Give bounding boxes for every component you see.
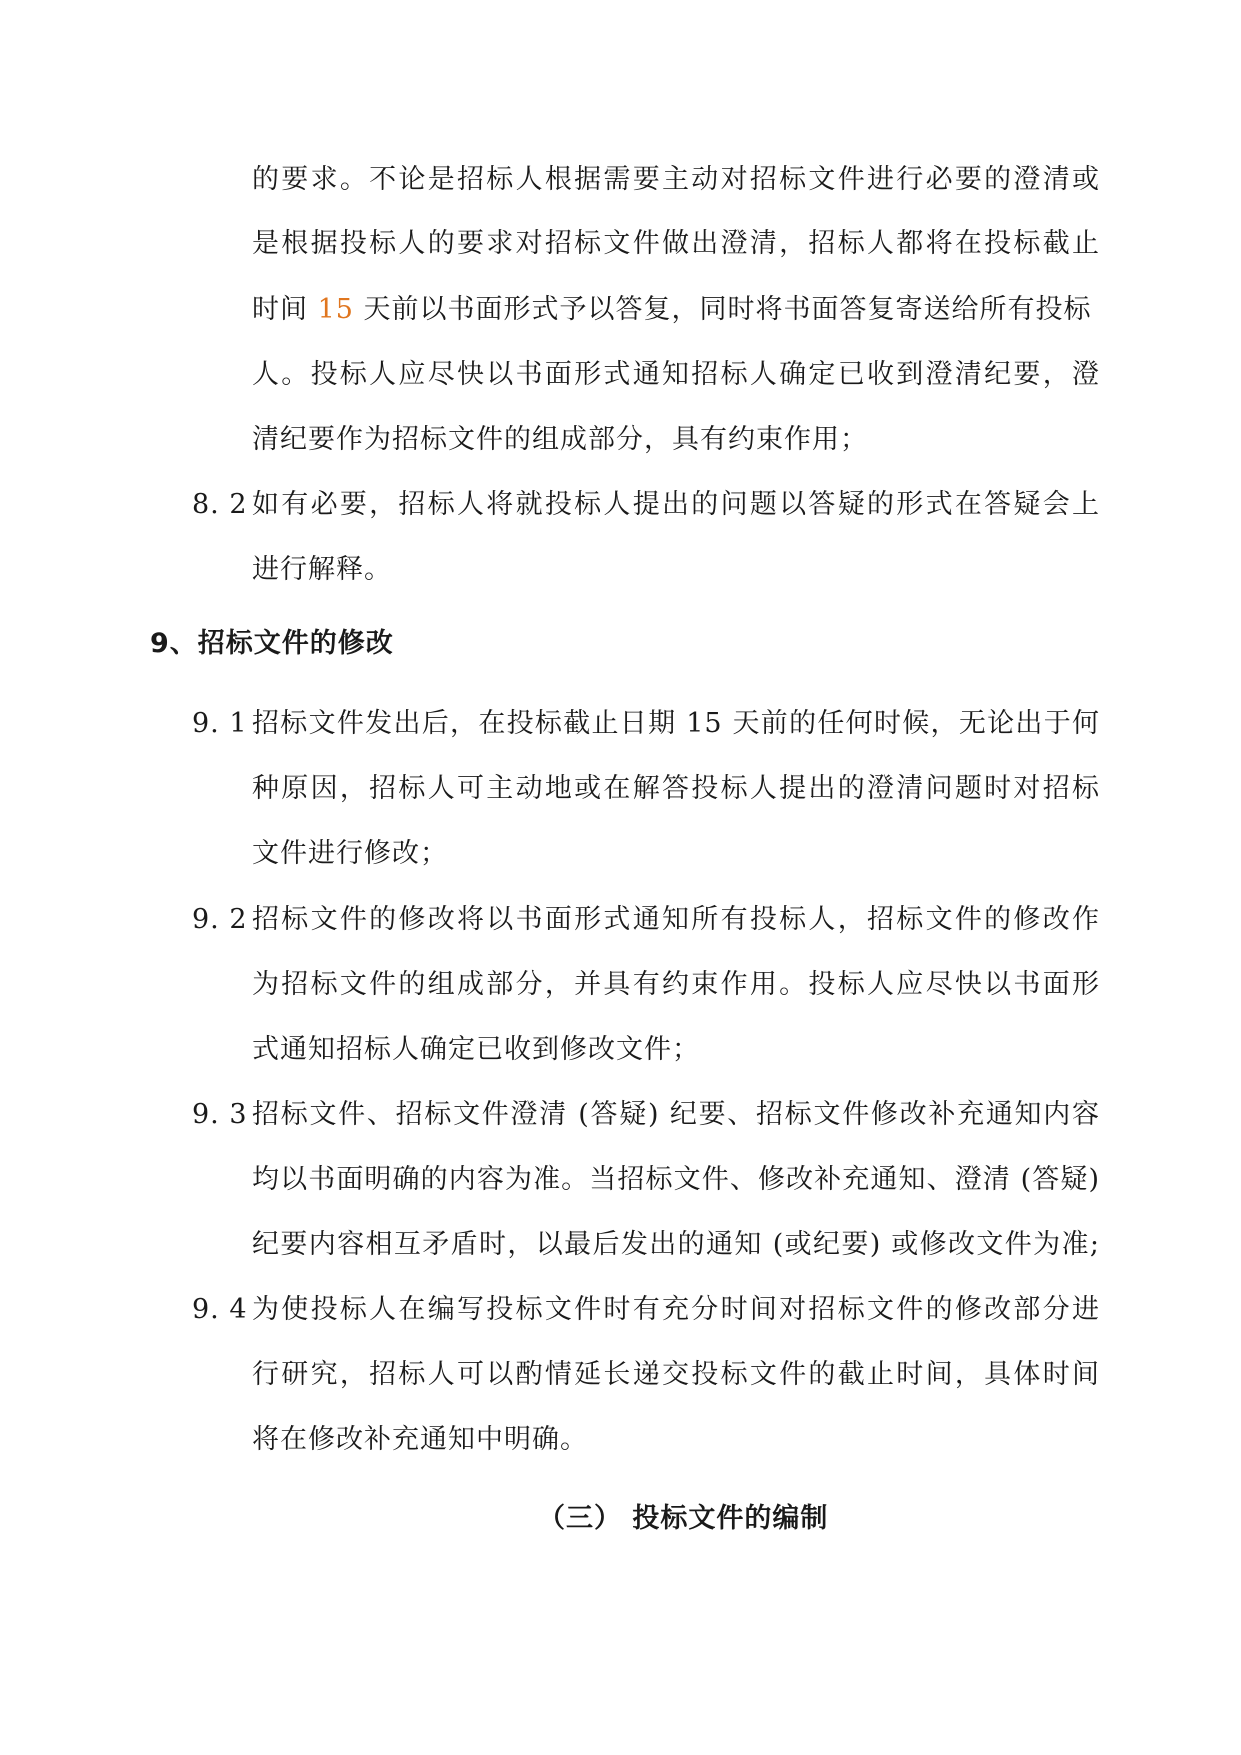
section-3-heading: （三） 投标文件的编制	[538, 1503, 829, 1534]
item-9-4-line-2: 行研究，招标人可以酌情延长递交投标文件的截止时间，具体时间	[252, 1359, 1100, 1390]
item-number-9-2: 9. 2	[192, 904, 248, 935]
item-9-1-line-3: 文件进行修改；	[252, 838, 448, 869]
item-9-1-line-2: 种原因，招标人可主动地或在解答投标人提出的澄清问题时对招标	[252, 773, 1100, 804]
paragraph-8-1-line-1: 的要求。不论是招标人根据需要主动对招标文件进行必要的澄清或	[252, 164, 1100, 195]
item-number-9-3: 9. 3	[192, 1099, 248, 1130]
line-3-prefix: 时间	[252, 294, 318, 325]
item-8-2-line-1: 如有必要，招标人将就投标人提出的问题以答疑的形式在答疑会上	[252, 489, 1100, 520]
item-9-2-line-1: 招标文件的修改将以书面形式通知所有投标人，招标文件的修改作	[252, 904, 1100, 935]
paragraph-8-1-line-4: 人。投标人应尽快以书面形式通知招标人确定已收到澄清纪要，澄	[252, 359, 1100, 390]
item-9-2-line-2: 为招标文件的组成部分，并具有约束作用。投标人应尽快以书面形	[252, 969, 1100, 1000]
line-3-suffix: 天前以书面形式予以答复，同时将书面答复寄送给所有投标	[353, 294, 1092, 325]
paragraph-8-1-line-3	[252, 292, 1100, 328]
item-9-4-line-1: 为使投标人在编写投标文件时有充分时间对招标文件的修改部分进	[252, 1294, 1100, 1325]
item-number-9-4: 9. 4	[192, 1294, 248, 1325]
paragraph-8-1-line-5: 清纪要作为招标文件的组成部分，具有约束作用；	[252, 424, 868, 455]
item-9-3-line-2: 均以书面明确的内容为准。当招标文件、修改补充通知、澄清 (答疑)	[252, 1164, 1100, 1195]
highlighted-number: 15	[317, 294, 354, 325]
item-8-2-line-2: 进行解释。	[252, 554, 392, 585]
item-9-2-line-3: 式通知招标人确定已收到修改文件；	[252, 1034, 700, 1065]
item-9-1-line-1: 招标文件发出后，在投标截止日期 15 天前的任何时候，无论出于何	[252, 708, 1100, 739]
item-number-9-1: 9. 1	[192, 708, 248, 739]
paragraph-8-1-line-2: 是根据投标人的要求对招标文件做出澄清，招标人都将在投标截止	[252, 228, 1100, 259]
section-9-heading: 9、招标文件的修改	[150, 628, 394, 659]
item-9-4-line-3: 将在修改补充通知中明确。	[252, 1424, 588, 1455]
item-9-3-line-1: 招标文件、招标文件澄清 (答疑) 纪要、招标文件修改补充通知内容	[252, 1099, 1100, 1130]
item-9-3-line-3: 纪要内容相互矛盾时，以最后发出的通知 (或纪要) 或修改文件为准;	[252, 1229, 1100, 1260]
item-number-8-2: 8. 2	[192, 489, 248, 520]
